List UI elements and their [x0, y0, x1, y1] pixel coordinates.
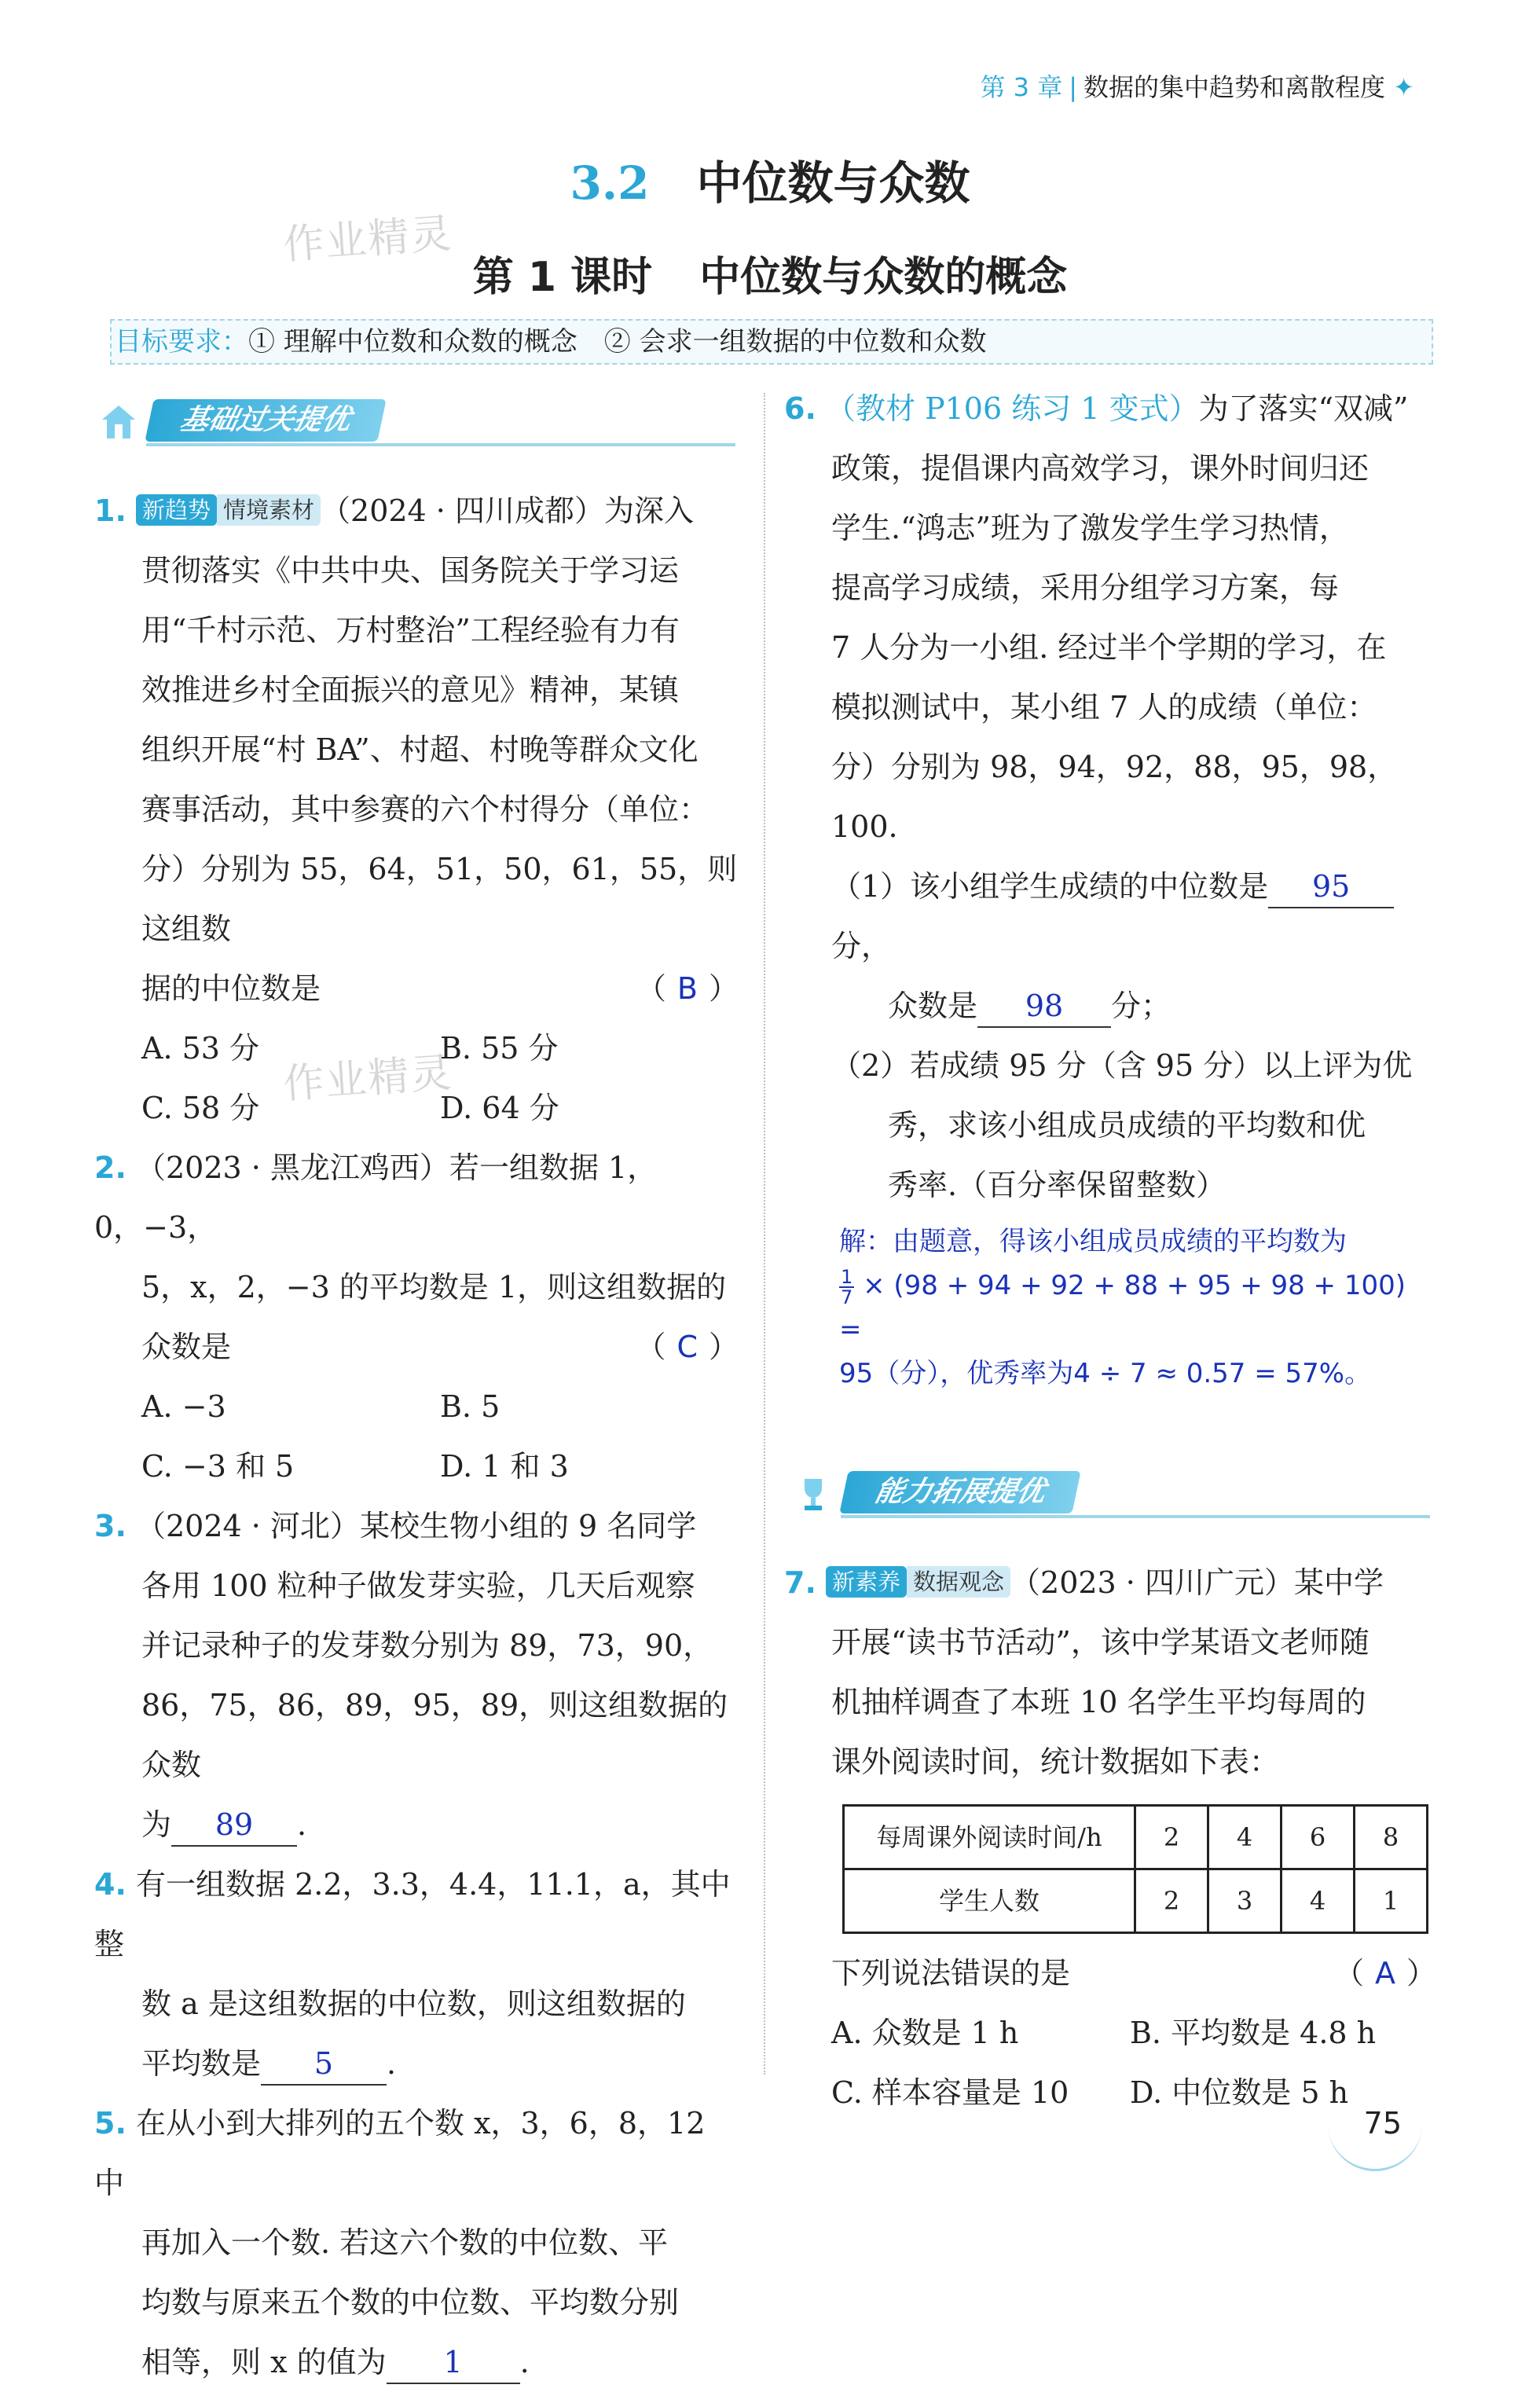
question-line: 5，x，2，−3 的平均数是 1，则这组数据的	[141, 1270, 727, 1304]
question-line: 学生.“鸿志”班为了激发学生学习热情，	[831, 511, 1349, 545]
section-banner-basic	[99, 399, 735, 446]
answer-blank: 89	[171, 1804, 297, 1847]
section-name: 中位数与众数	[696, 156, 970, 210]
option-b: B. 5	[440, 1389, 500, 1424]
question-line: 并记录种子的发芽数分别为 89，73，90，	[141, 1628, 713, 1663]
table-cell: 2	[1135, 1806, 1208, 1869]
answer-blank: 1	[387, 2342, 520, 2384]
question-number: 1.	[94, 493, 126, 528]
option-b: B. 平均数是 4.8 h	[1130, 2016, 1377, 2050]
solution-line: × (98 + 94 + 92 + 88 + 95 + 98 + 100) =	[839, 1270, 1406, 1345]
question-number: 5.	[94, 2106, 126, 2141]
question-line: 众数是	[888, 989, 978, 1023]
answer-bracket: （ B ）	[636, 971, 739, 1006]
question-line: 分）分别为 55，64，51，50，61，55，则这组数	[141, 852, 738, 946]
question-line: 为	[141, 1807, 172, 1842]
question-7	[784, 1553, 1436, 2122]
question-source: （2024 · 四川成都）	[321, 493, 604, 528]
question-line: 各用 100 粒种子做发芽实验，几天后观察	[141, 1568, 695, 1603]
option-d: D. 1 和 3	[440, 1449, 569, 1484]
question-number: 6.	[784, 391, 816, 426]
question-source: （2023 · 四川广元）	[1010, 1565, 1294, 1600]
solution-line: 解：由题意，得该小组成员成绩的平均数为	[839, 1226, 1347, 1257]
option-c: C. 样本容量是 10	[831, 2075, 1069, 2110]
question-line: 某校生物小组的 9 名同学	[359, 1509, 697, 1543]
fraction-denominator: 7	[841, 1286, 853, 1308]
table-header-cell: 学生人数	[844, 1869, 1135, 1933]
question-line: 7 人分为一小组. 经过半个学期的学习，在	[831, 630, 1387, 665]
question-line: 在从小到大排列的五个数 x，3，6，8，12 中	[94, 2106, 706, 2200]
answer-blank-mode: 98	[977, 985, 1111, 1028]
house-icon	[99, 402, 138, 442]
answer-choice: A	[1374, 1956, 1395, 1990]
question-line: 分，	[831, 929, 892, 963]
objectives-label: 目标要求：	[115, 326, 248, 358]
section-banner-advanced	[794, 1471, 1430, 1518]
running-header	[981, 68, 1415, 104]
solution	[784, 1220, 1436, 1396]
concept-tag: 数据观念	[907, 1566, 1010, 1598]
option-b: B. 55 分	[440, 1031, 559, 1066]
question-line: 效推进乡村全面振兴的意见》精神，某镇	[141, 673, 680, 707]
question-line: 有一组数据 2.2，3.3，4.4，11.1，a，其中整	[94, 1867, 731, 1961]
fraction	[839, 1265, 854, 1308]
section-title	[0, 146, 1540, 212]
banner-label: 能力拓展提优	[839, 1471, 1080, 1513]
question-line: 分）分别为 98，94，92，88，95，98，100.	[831, 750, 1398, 844]
table-cell: 3	[1208, 1869, 1282, 1933]
lesson-name: 中位数与众数的概念	[699, 254, 1068, 301]
question-1	[94, 481, 739, 1138]
section-number: 3.2	[570, 156, 650, 210]
table-row	[844, 1869, 1428, 1933]
question-line: 秀，求该小组成员成绩的平均数和优	[888, 1108, 1366, 1143]
question-line: 贯彻落实《中共中央、国务院关于学习运	[141, 553, 680, 588]
question-line: 86，75，86，89，95，89，则这组数据的众数	[141, 1688, 728, 1782]
option-a: A. −3	[141, 1389, 226, 1424]
answer-blank-median: 95	[1268, 866, 1394, 908]
chapter-title: 数据的集中趋势和离散程度	[1084, 72, 1386, 102]
lesson-number: 第 1 课时	[472, 254, 653, 301]
question-line: （2）若成绩 95 分（含 95 分）以上评为优	[831, 1048, 1413, 1083]
question-line: 模拟测试中，某小组 7 人的成绩（单位：	[831, 690, 1377, 725]
lesson-title	[0, 244, 1540, 303]
answer-bracket: （ A ）	[1333, 1956, 1436, 1990]
punctuation: .	[387, 2046, 397, 2081]
question-line: 分；	[1111, 989, 1172, 1023]
question-line: 提高学习成绩，采用分组学习方案，每	[831, 570, 1340, 605]
question-line: 课外阅读时间，统计数据如下表：	[831, 1744, 1280, 1779]
solution-line: 95（分），优秀率为4 ÷ 7 ≈ 0.57 = 57%。	[839, 1358, 1372, 1389]
answer-choice: B	[676, 971, 698, 1006]
question-line: 据的中位数是	[141, 971, 321, 1006]
question-line: 相等，则 x 的值为	[141, 2345, 387, 2379]
table-cell: 4	[1282, 1869, 1355, 1933]
column-divider	[764, 393, 765, 2075]
question-stem: 下列说法错误的是	[831, 1956, 1071, 1990]
question-3	[94, 1496, 739, 1855]
objectives-text: ① 理解中位数和众数的概念 ② 会求一组数据的中位数和众数	[248, 326, 987, 358]
context-tag: 情境素材	[217, 494, 321, 526]
sparkle-icon: ✦	[1393, 72, 1414, 102]
question-line: 秀率.（百分率保留整数）	[888, 1168, 1226, 1202]
question-2	[94, 1138, 739, 1496]
question-number: 3.	[94, 1509, 126, 1543]
question-line: 机抽样调查了本班 10 名学生平均每周的	[831, 1685, 1366, 1719]
trend-tag: 新趋势	[136, 494, 217, 526]
left-column	[94, 481, 739, 2392]
question-5	[94, 2093, 739, 2392]
question-number: 4.	[94, 1867, 126, 1902]
chapter-number: 第 3 章	[980, 72, 1063, 102]
punctuation: .	[519, 2345, 530, 2379]
question-number: 2.	[94, 1150, 126, 1185]
objectives-bar	[110, 319, 1433, 365]
trophy-icon	[794, 1474, 833, 1513]
question-6	[784, 379, 1436, 1396]
answer-bracket: （ C ）	[636, 1330, 739, 1364]
option-d: D. 中位数是 5 h	[1130, 2075, 1349, 2110]
question-line: 若一组数据 1，0，−3，	[94, 1150, 658, 1245]
table-cell: 6	[1282, 1806, 1355, 1869]
watermark: 作业精灵	[281, 1049, 455, 1109]
table-cell: 2	[1135, 1869, 1208, 1933]
header-separator: |	[1069, 72, 1077, 102]
question-line: 均数与原来五个数的中位数、平均数分别	[141, 2285, 680, 2320]
question-line: 开展“读书节活动”，该中学某语文老师随	[831, 1625, 1370, 1660]
table-header-cell: 每周课外阅读时间/h	[844, 1806, 1135, 1869]
question-line: 用“千村示范、万村整治”工程经验有力有	[141, 613, 680, 648]
question-line: 数 a 是这组数据的中位数，则这组数据的	[141, 1987, 686, 2021]
punctuation: .	[297, 1807, 307, 1842]
question-source: （2024 · 河北）	[135, 1509, 360, 1543]
answer-blank: 5	[261, 2043, 387, 2086]
question-source: （2023 · 黑龙江鸡西）	[135, 1150, 449, 1185]
question-line: 为了落实“双减”	[1198, 391, 1409, 426]
table-cell: 4	[1208, 1806, 1282, 1869]
question-line: （1）该小组学生成绩的中位数是	[831, 869, 1269, 904]
question-line: 某中学	[1293, 1565, 1384, 1600]
watermark: 作业精灵	[281, 210, 455, 270]
table-cell: 8	[1355, 1806, 1428, 1869]
question-line: 政策，提倡课内高效学习，课外时间归还	[831, 451, 1370, 486]
option-a: A. 53 分	[141, 1031, 260, 1066]
question-number: 7.	[784, 1565, 816, 1600]
table-row	[844, 1806, 1428, 1869]
literacy-tag: 新素养	[826, 1566, 907, 1598]
question-line: 平均数是	[141, 2046, 262, 2081]
question-line: 组织开展“村 BA”、村超、村晚等群众文化	[141, 732, 698, 767]
option-c: C. 58 分	[141, 1091, 260, 1125]
question-line: 众数是	[141, 1330, 232, 1364]
option-c: C. −3 和 5	[141, 1449, 295, 1484]
question-line: 赛事活动，其中参赛的六个村得分（单位：	[141, 792, 710, 827]
reading-time-table	[842, 1804, 1428, 1934]
question-4	[94, 1855, 739, 2093]
table-cell: 1	[1355, 1869, 1428, 1933]
question-source: （教材 P106 练习 1 变式）	[825, 391, 1199, 426]
page-number: 75	[1363, 2106, 1402, 2141]
question-line: 再加入一个数. 若这六个数的中位数、平	[141, 2225, 669, 2260]
option-a: A. 众数是 1 h	[831, 2016, 1019, 2050]
banner-label: 基础过关提优	[145, 399, 386, 442]
right-column	[784, 379, 1436, 1396]
answer-choice: C	[676, 1330, 698, 1364]
fraction-numerator: 1	[841, 1265, 853, 1288]
option-d: D. 64 分	[440, 1091, 559, 1125]
question-line: 为深入	[603, 493, 694, 528]
